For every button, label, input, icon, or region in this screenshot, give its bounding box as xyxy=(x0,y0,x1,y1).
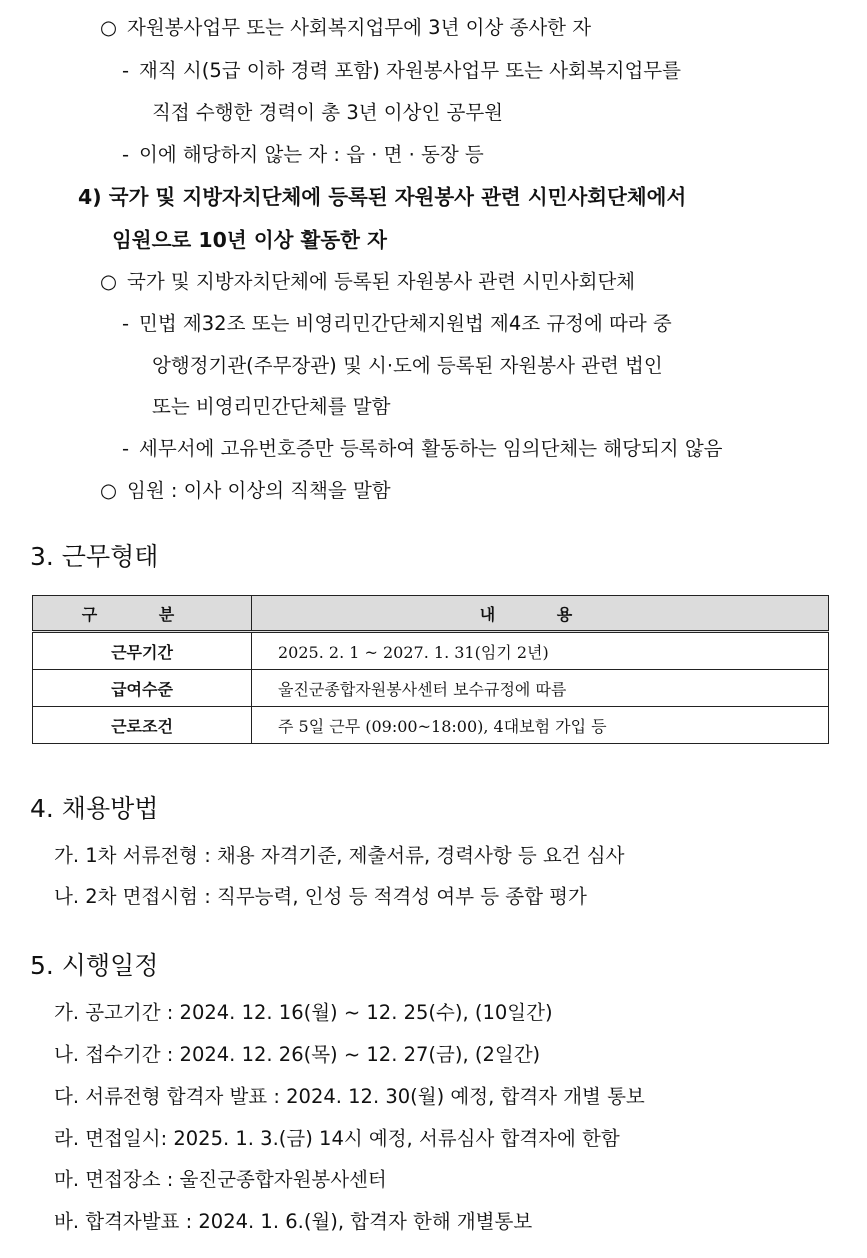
detail-line-cont: 앙행정기관(주무장관) 및 시·도에 등록된 자원봉사 관련 법인 xyxy=(152,354,663,377)
work-type-table xyxy=(32,595,829,744)
circle-bullet-icon: ○ xyxy=(100,479,118,502)
list-item: 가. 1차 서류전형 : 채용 자격기준, 제출서류, 경력사항 등 요건 심사 xyxy=(54,844,625,867)
list-item: 나. 2차 면접시험 : 직무능력, 인성 등 적격성 여부 등 종합 평가 xyxy=(54,885,587,908)
row-key: 근로조건 xyxy=(33,707,252,744)
list-item: 나. 접수기간 : 2024. 12. 26(목) ~ 12. 27(금), (2일간) xyxy=(54,1043,541,1066)
row-value: 2025. 2. 1 ~ 2027. 1. 31(임기 2년) xyxy=(252,632,829,670)
section-title-work-type: 3. 근무형태 xyxy=(30,542,159,571)
criterion-line: ○ 자원봉사업무 또는 사회복지업무에 3년 이상 종사한 자 xyxy=(100,16,592,39)
list-item: 바. 합격자발표 : 2024. 1. 6.(월), 합격자 한해 개별통보 xyxy=(54,1210,533,1233)
section-title-recruitment: 4. 채용방법 xyxy=(30,794,159,823)
dash-bullet-icon: - xyxy=(122,312,130,335)
row-value: 울진군종합자원봉사센터 보수규정에 따름 xyxy=(252,670,829,707)
detail-line-cont: 직접 수행한 경력이 총 3년 이상인 공무원 xyxy=(152,101,503,124)
detail-line-cont: 또는 비영리민간단체를 말함 xyxy=(152,395,391,418)
row-value: 주 5일 근무 (09:00~18:00), 4대보험 가입 등 xyxy=(252,707,829,744)
table-row xyxy=(33,670,829,707)
list-item: 라. 면접일시: 2025. 1. 3.(금) 14시 예정, 서류심사 합격자에 한함 xyxy=(54,1127,620,1150)
numbered-criterion-cont: 임원으로 10년 이상 활동한 자 xyxy=(112,228,387,252)
row-key: 근무기간 xyxy=(33,632,252,670)
criterion-line: ○ 국가 및 지방자치단체에 등록된 자원봉사 관련 시민사회단체 xyxy=(100,270,636,293)
detail-line: - 이에 해당하지 않는 자 : 읍 · 면 · 동장 등 xyxy=(122,143,484,166)
circle-bullet-icon: ○ xyxy=(100,16,118,39)
dash-bullet-icon: - xyxy=(122,59,130,82)
list-item: 가. 공고기간 : 2024. 12. 16(월) ~ 12. 25(수), (10일간) xyxy=(54,1001,553,1024)
row-key: 급여수준 xyxy=(33,670,252,707)
section-title-schedule: 5. 시행일정 xyxy=(30,951,159,980)
list-item: 마. 면접장소 : 울진군종합자원봉사센터 xyxy=(54,1168,387,1191)
header-category: 구 분 xyxy=(33,596,252,632)
detail-line: - 민법 제32조 또는 비영리민간단체지원법 제4조 규정에 따라 중 xyxy=(122,312,672,335)
numbered-criterion: 4) 국가 및 지방자치단체에 등록된 자원봉사 관련 시민사회단체에서 xyxy=(78,185,687,209)
circle-bullet-icon: ○ xyxy=(100,270,118,293)
dash-bullet-icon: - xyxy=(122,143,130,166)
table-header-row xyxy=(33,596,829,632)
table-row xyxy=(33,632,829,670)
dash-bullet-icon: - xyxy=(122,437,130,460)
list-item: 다. 서류전형 합격자 발표 : 2024. 12. 30(월) 예정, 합격자 개별 통보 xyxy=(54,1085,645,1108)
criterion-line: ○ 임원 : 이사 이상의 직책을 말함 xyxy=(100,479,391,502)
table-row xyxy=(33,707,829,744)
header-content: 내 용 xyxy=(252,596,829,632)
detail-line: - 세무서에 고유번호증만 등록하여 활동하는 임의단체는 해당되지 않음 xyxy=(122,437,723,460)
detail-line: - 재직 시(5급 이하 경력 포함) 자원봉사업무 또는 사회복지업무를 xyxy=(122,59,681,82)
